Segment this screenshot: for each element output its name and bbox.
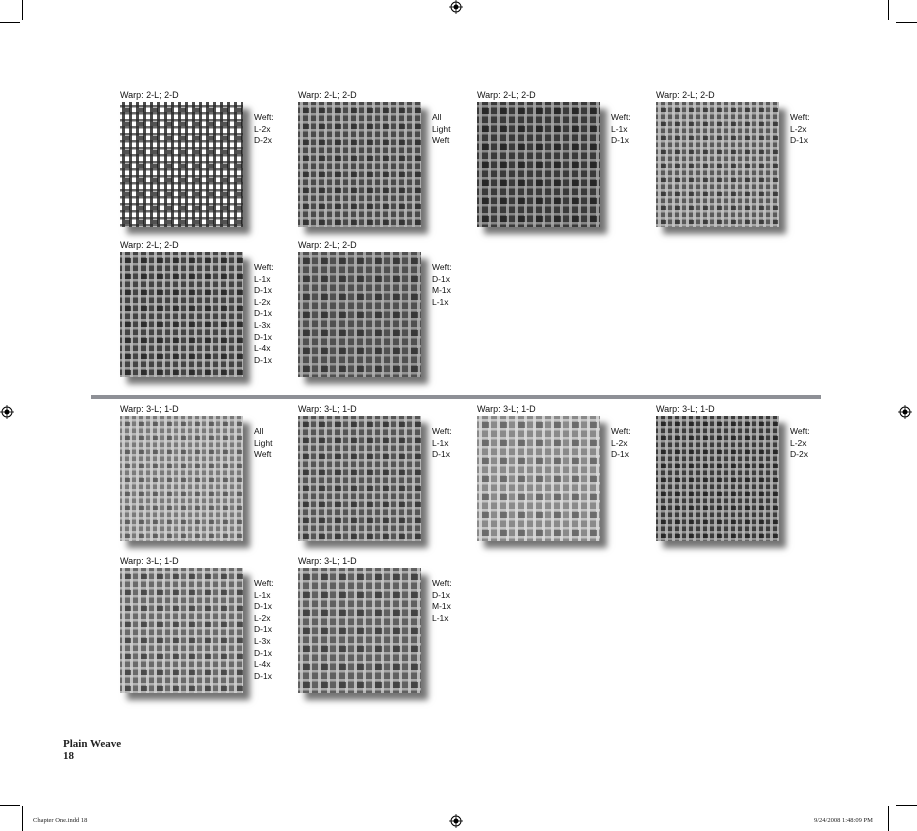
weft-line: Weft	[432, 135, 450, 146]
weft-sequence	[790, 426, 810, 461]
weft-line: Weft:	[611, 426, 631, 436]
registration-mark-icon	[0, 405, 14, 419]
warp-label: Warp: 3-L; 1-D	[298, 556, 357, 566]
weft-line: D-1x	[254, 331, 272, 342]
warp-label: Warp: 2-L; 2-D	[120, 240, 179, 250]
warp-label: Warp: 2-L; 2-D	[656, 90, 715, 100]
weft-line: Weft:	[254, 578, 274, 588]
weft-line: L-2x	[254, 612, 271, 623]
weft-line: L-2x	[611, 437, 628, 448]
slug-filename: Chapter One.indd 18	[33, 817, 88, 824]
weft-line: D-1x	[254, 354, 272, 365]
crop-mark	[888, 0, 889, 20]
fabric-swatch-image	[656, 102, 779, 227]
weft-line: D-1x	[254, 285, 272, 296]
fabric-swatch-image	[298, 252, 421, 377]
weft-line: L-1x	[432, 612, 449, 623]
weft-line: D-1x	[790, 135, 808, 146]
weft-sequence	[432, 112, 450, 147]
registration-mark-icon	[449, 814, 463, 828]
weft-sequence	[790, 112, 810, 147]
weft-line: D-1x	[432, 589, 450, 600]
warp-label: Warp: 3-L; 1-D	[120, 404, 179, 414]
weft-sequence	[432, 578, 452, 624]
weft-line: M-1x	[432, 601, 451, 612]
slug-timestamp: 9/24/2008 1:48:09 PM	[814, 817, 873, 824]
weft-line: L-2x	[254, 296, 271, 307]
weft-line: D-2x	[790, 449, 808, 460]
weft-line: D-1x	[254, 647, 272, 658]
weft-line: D-1x	[611, 135, 629, 146]
weft-line: Weft:	[432, 578, 452, 588]
weft-sequence	[254, 112, 274, 147]
crop-mark	[896, 805, 917, 806]
weft-line: D-1x	[432, 449, 450, 460]
weft-line: L-4x	[254, 659, 271, 670]
registration-mark-icon	[898, 405, 912, 419]
weft-line: Weft:	[432, 426, 452, 436]
warp-label: Warp: 3-L; 1-D	[477, 404, 536, 414]
crop-mark	[22, 806, 23, 831]
crop-mark	[0, 805, 20, 806]
weft-line: All	[432, 112, 442, 122]
warp-label: Warp: 2-L; 2-D	[298, 240, 357, 250]
fabric-swatch-image	[477, 102, 600, 227]
page-number: 18	[63, 750, 74, 762]
weft-line: L-1x	[432, 437, 449, 448]
weft-line: L-4x	[254, 343, 271, 354]
weft-line: L-1x	[611, 123, 628, 134]
weft-line: Weft:	[432, 262, 452, 272]
weft-line: D-1x	[432, 273, 450, 284]
weft-line: D-2x	[254, 135, 272, 146]
weft-line: All	[254, 426, 264, 436]
crop-mark	[888, 806, 889, 831]
weft-line: L-2x	[790, 437, 807, 448]
weft-line: L-1x	[254, 273, 271, 284]
weft-sequence	[254, 262, 274, 366]
crop-mark	[0, 22, 20, 23]
weft-line: Light	[432, 123, 451, 134]
weft-sequence	[432, 262, 452, 308]
fabric-swatch-image	[656, 416, 779, 541]
weft-line: D-1x	[254, 670, 272, 681]
weft-line: D-1x	[611, 449, 629, 460]
weft-line: Weft:	[254, 262, 274, 272]
weft-line: D-1x	[254, 601, 272, 612]
warp-label: Warp: 2-L; 2-D	[298, 90, 357, 100]
weft-sequence	[254, 426, 272, 461]
fabric-swatch-image	[298, 416, 421, 541]
weft-line: Weft:	[254, 112, 274, 122]
weft-line: L-1x	[432, 296, 449, 307]
fabric-swatch-image	[298, 102, 421, 227]
fabric-swatch-image	[120, 102, 243, 227]
fabric-swatch-image	[298, 568, 421, 693]
weft-sequence	[611, 112, 631, 147]
weft-line: D-1x	[254, 308, 272, 319]
section-divider	[91, 395, 821, 399]
weft-line: Weft:	[790, 112, 810, 122]
warp-label: Warp: 2-L; 2-D	[120, 90, 179, 100]
weft-sequence	[611, 426, 631, 461]
weft-line: Weft:	[611, 112, 631, 122]
weft-line: Weft:	[790, 426, 810, 436]
warp-label: Warp: 3-L; 1-D	[120, 556, 179, 566]
weft-line: Weft	[254, 449, 272, 460]
weft-line: L-2x	[254, 123, 271, 134]
warp-label: Warp: 3-L; 1-D	[656, 404, 715, 414]
weft-line: L-2x	[790, 123, 807, 134]
weft-line: Light	[254, 437, 273, 448]
page-footer	[63, 738, 121, 762]
warp-label: Warp: 2-L; 2-D	[477, 90, 536, 100]
weft-sequence	[254, 578, 274, 682]
crop-mark	[22, 0, 23, 20]
weft-line: D-1x	[254, 624, 272, 635]
fabric-swatch-image	[120, 568, 243, 693]
warp-label: Warp: 3-L; 1-D	[298, 404, 357, 414]
weft-line: M-1x	[432, 285, 451, 296]
footer-title: Plain Weave	[63, 738, 122, 750]
weft-line: L-3x	[254, 319, 271, 330]
weft-sequence	[432, 426, 452, 461]
fabric-swatch-image	[120, 416, 243, 541]
fabric-swatch-image	[120, 252, 243, 377]
weft-line: L-3x	[254, 635, 271, 646]
registration-mark-icon	[449, 0, 463, 14]
crop-mark	[896, 22, 917, 23]
weft-line: L-1x	[254, 589, 271, 600]
fabric-swatch-image	[477, 416, 600, 541]
